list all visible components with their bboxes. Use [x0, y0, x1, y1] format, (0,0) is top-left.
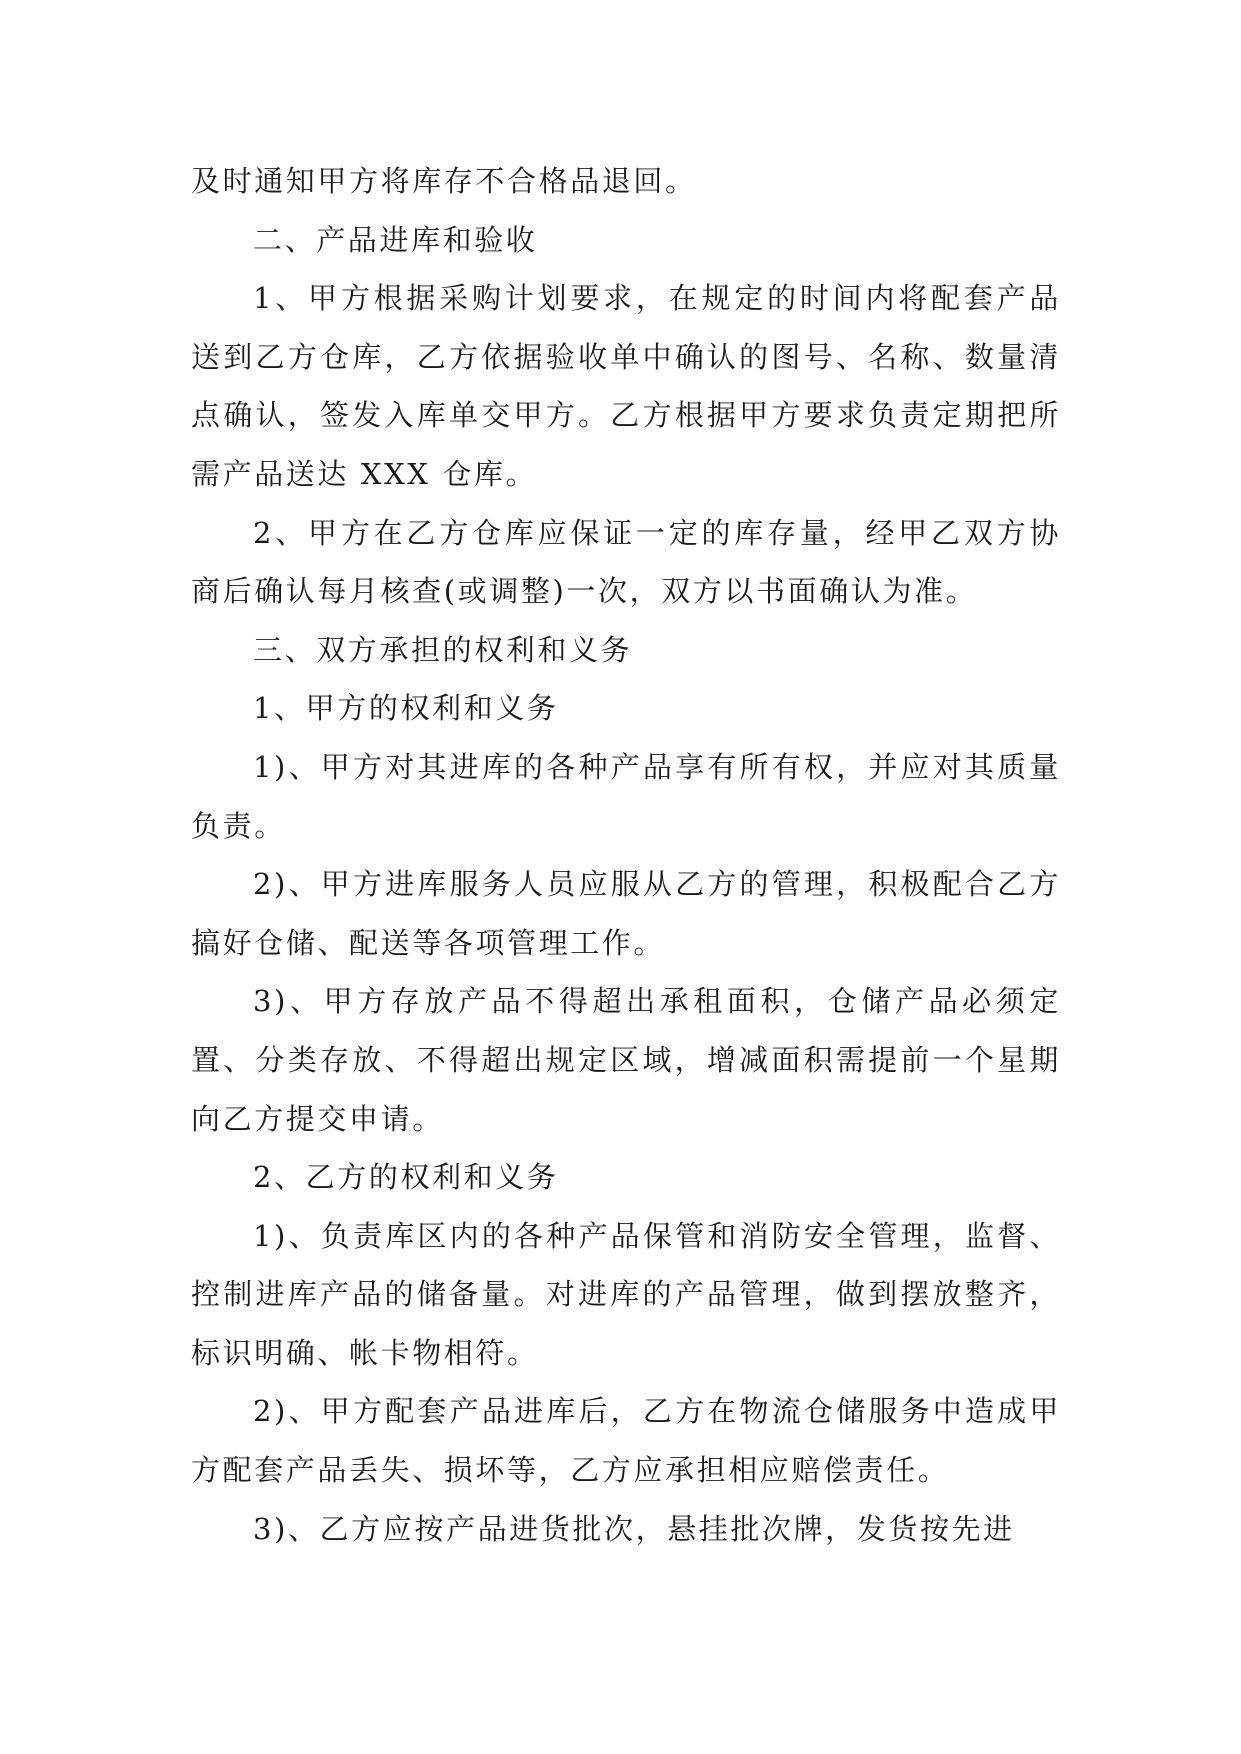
paragraph-3-1-2: 2)、甲方进库服务人员应服从乙方的管理，积极配合乙方搞好仓储、配送等各项管理工作。: [191, 867, 1061, 960]
paragraph-3-2-3: 3)、乙方应按产品进货批次，悬挂批次牌，发货按先进: [253, 1511, 1015, 1546]
subheading-3-2: 2、乙方的权利和义务: [253, 1160, 559, 1195]
paragraph-continuation: 及时通知甲方将库存不合格品退回。: [191, 164, 697, 198]
paragraph-3-1-1: 1)、甲方对其进库的各种产品享有所有权，并应对其质量负责。: [191, 749, 1061, 843]
section-heading-2: 二、产品进库和验收: [253, 222, 538, 257]
paragraph-2-1: 1、甲方根据采购计划要求，在规定的时间内将配套产品送到乙方仓库，乙方依据验收单中确认的图号、名称、数量清点确认，签发入库单交甲方。乙方根据甲方要求负责定期把所需产品送达 XXX 仓库。: [191, 281, 1061, 491]
section-heading-3: 三、双方承担的权利和义务: [253, 632, 633, 667]
paragraph-3-2-2: 2)、甲方配套产品进库后，乙方在物流仓储服务中造成甲方配套产品丢失、损坏等，乙方应承担相应赔偿责任。: [191, 1394, 1061, 1488]
paragraph-3-1-3: 3)、甲方存放产品不得超出承租面积，仓储产品必须定置、分类存放、不得超出规定区域，增减面积需提前一个星期向乙方提交申请。: [191, 984, 1061, 1136]
subheading-3-1: 1、甲方的权利和义务: [253, 691, 559, 726]
paragraph-3-2-1: 1)、负责库区内的各种产品保管和消防安全管理，监督、控制进库产品的储备量。对进库的产品管理，做到摆放整齐，标识明确、帐卡物相符。: [191, 1218, 1061, 1370]
paragraph-2-2: 2、甲方在乙方仓库应保证一定的库存量，经甲乙双方协商后确认每月核查(或调整)一次，双方以书面确认为准。: [191, 515, 1061, 609]
document-body: [191, 152, 1061, 1558]
